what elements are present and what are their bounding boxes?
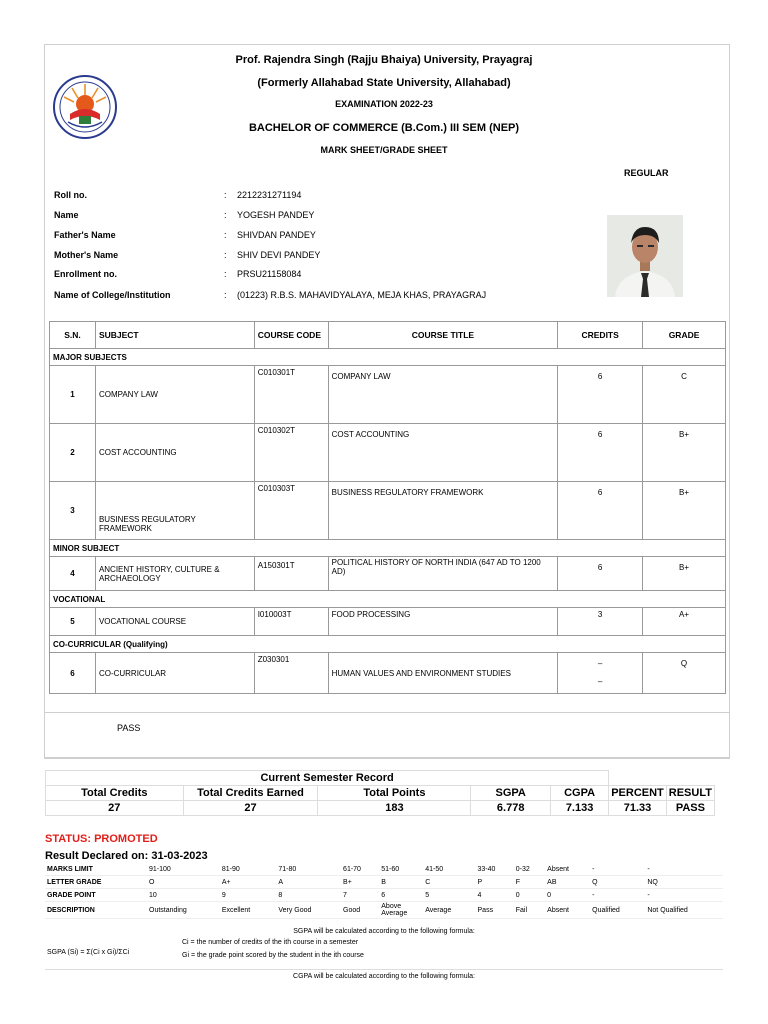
subjects-table (49, 321, 726, 694)
father-value: SHIVDAN PANDEY (237, 230, 316, 240)
university-name: Prof. Rajendra Singh (Rajju Bhaiya) University, Prayagraj (235, 54, 533, 66)
grade-row-point: GRADE POINT 10 9 8 7 6 5 4 0 0 - - (45, 889, 723, 902)
sgpa-note: SGPA will be calculated according to the following formula: (293, 928, 475, 935)
table-row: 1 COMPANY LAW C010301T COMPANY LAW 6 C (50, 366, 726, 424)
name-value: YOGESH PANDEY (237, 210, 315, 220)
college-label: Name of College/Institution (54, 290, 171, 300)
section-cocurricular: CO-CURRICULAR (Qualifying) (50, 636, 726, 653)
ci-definition: Ci = the number of credits of the ith course in a semester (182, 939, 359, 946)
course-title: BACHELOR OF COMMERCE (B.Com.) III SEM (NEP) (248, 122, 520, 134)
col-header-credits: CREDITS (558, 322, 643, 349)
col-header-code: COURSE CODE (254, 322, 328, 349)
cgpa-note: CGPA will be calculated according to the following formula: (293, 973, 475, 980)
college-value: (01223) R.B.S. MAHAVIDYALAYA, MEJA KHAS, PRAYAGRAJ (237, 290, 487, 300)
exam-title: EXAMINATION 2022-23 (335, 99, 433, 109)
exam-type: REGULAR (624, 168, 669, 178)
name-label: Name (54, 210, 79, 220)
total-credits: 27 (46, 801, 184, 816)
table-row: 5 VOCATIONAL COURSE I010003T FOOD PROCESSING 3 A+ (50, 608, 726, 636)
sheet-title: MARK SHEET/GRADE SHEET (320, 145, 448, 155)
sgpa-formula: SGPA (Si) = Σ(Ci x Gi)/ΣCi (47, 949, 130, 956)
credits-earned: 27 (183, 801, 318, 816)
table-row: 4 ANCIENT HISTORY, CULTURE & ARCHAEOLOGY A150301T POLITICAL HISTORY OF NORTH INDIA (647 AD TO 1200 AD) 6 B+ (50, 557, 726, 591)
enrollment-value: PRSU21158084 (237, 269, 302, 279)
status-text: STATUS: PROMOTED (45, 833, 158, 845)
result-box (44, 712, 730, 758)
result-declared-date: Result Declared on: 31-03-2023 (45, 850, 208, 862)
formula-notes (45, 924, 723, 980)
gi-definition: Gi = the grade point scored by the student in the ith course (182, 952, 364, 959)
percent-value: 71.33 (609, 801, 667, 816)
section-vocational: VOCATIONAL (50, 591, 726, 608)
mother-label: Mother's Name (54, 250, 119, 260)
roll-label: Roll no. (54, 190, 87, 200)
section-major: MAJOR SUBJECTS (50, 349, 726, 366)
table-row: 3 BUSINESS REGULATORY FRAMEWORK C010303T BUSINESS REGULATORY FRAMEWORK 6 B+ (50, 482, 726, 540)
col-header-subject: SUBJECT (95, 322, 254, 349)
mother-value: SHIV DEVI PANDEY (237, 250, 321, 260)
result-text: PASS (117, 723, 141, 733)
total-points: 183 (318, 801, 471, 816)
enrollment-label: Enrollment no. (54, 269, 117, 279)
col-header-sn: S.N. (50, 322, 96, 349)
cgpa-value: 7.133 (550, 801, 608, 816)
col-header-title: COURSE TITLE (328, 322, 558, 349)
roll-value: 2212231271194 (237, 190, 302, 200)
grade-row-description: DESCRIPTION Outstanding Excellent Very Good Good Above Average Average Pass Fail Absent Qualified Not Qualified (45, 902, 723, 919)
grade-row-letter: LETTER GRADE O A+ A B+ B C P F AB Q NQ (45, 876, 723, 889)
father-label: Father's Name (54, 230, 116, 240)
sgpa-value: 6.778 (471, 801, 551, 816)
student-photo (607, 215, 683, 297)
university-former-name: (Formerly Allahabad State University, Allahabad) (257, 77, 511, 89)
grade-row-marks: MARKS LIMIT 91-100 81-90 71-80 61-70 51-60 41-50 33-40 0-32 Absent - - (45, 863, 723, 876)
semester-record-table: Current Semester Record Total Credits Total Credits Earned Total Points SGPA CGPA PERCENT RESULT 27 27 183 6.778 7.133 71.33 PASS (45, 770, 715, 816)
section-minor: MINOR SUBJECT (50, 540, 726, 557)
col-header-grade: GRADE (643, 322, 726, 349)
table-row: 2 COST ACCOUNTING C010302T COST ACCOUNTING 6 B+ (50, 424, 726, 482)
table-row: 6 CO-CURRICULAR Z030301 HUMAN VALUES AND ENVIRONMENT STUDIES – – Q (50, 653, 726, 694)
result-value: PASS (666, 801, 714, 816)
grade-legend-table (45, 863, 723, 919)
record-title: Current Semester Record (46, 771, 609, 786)
